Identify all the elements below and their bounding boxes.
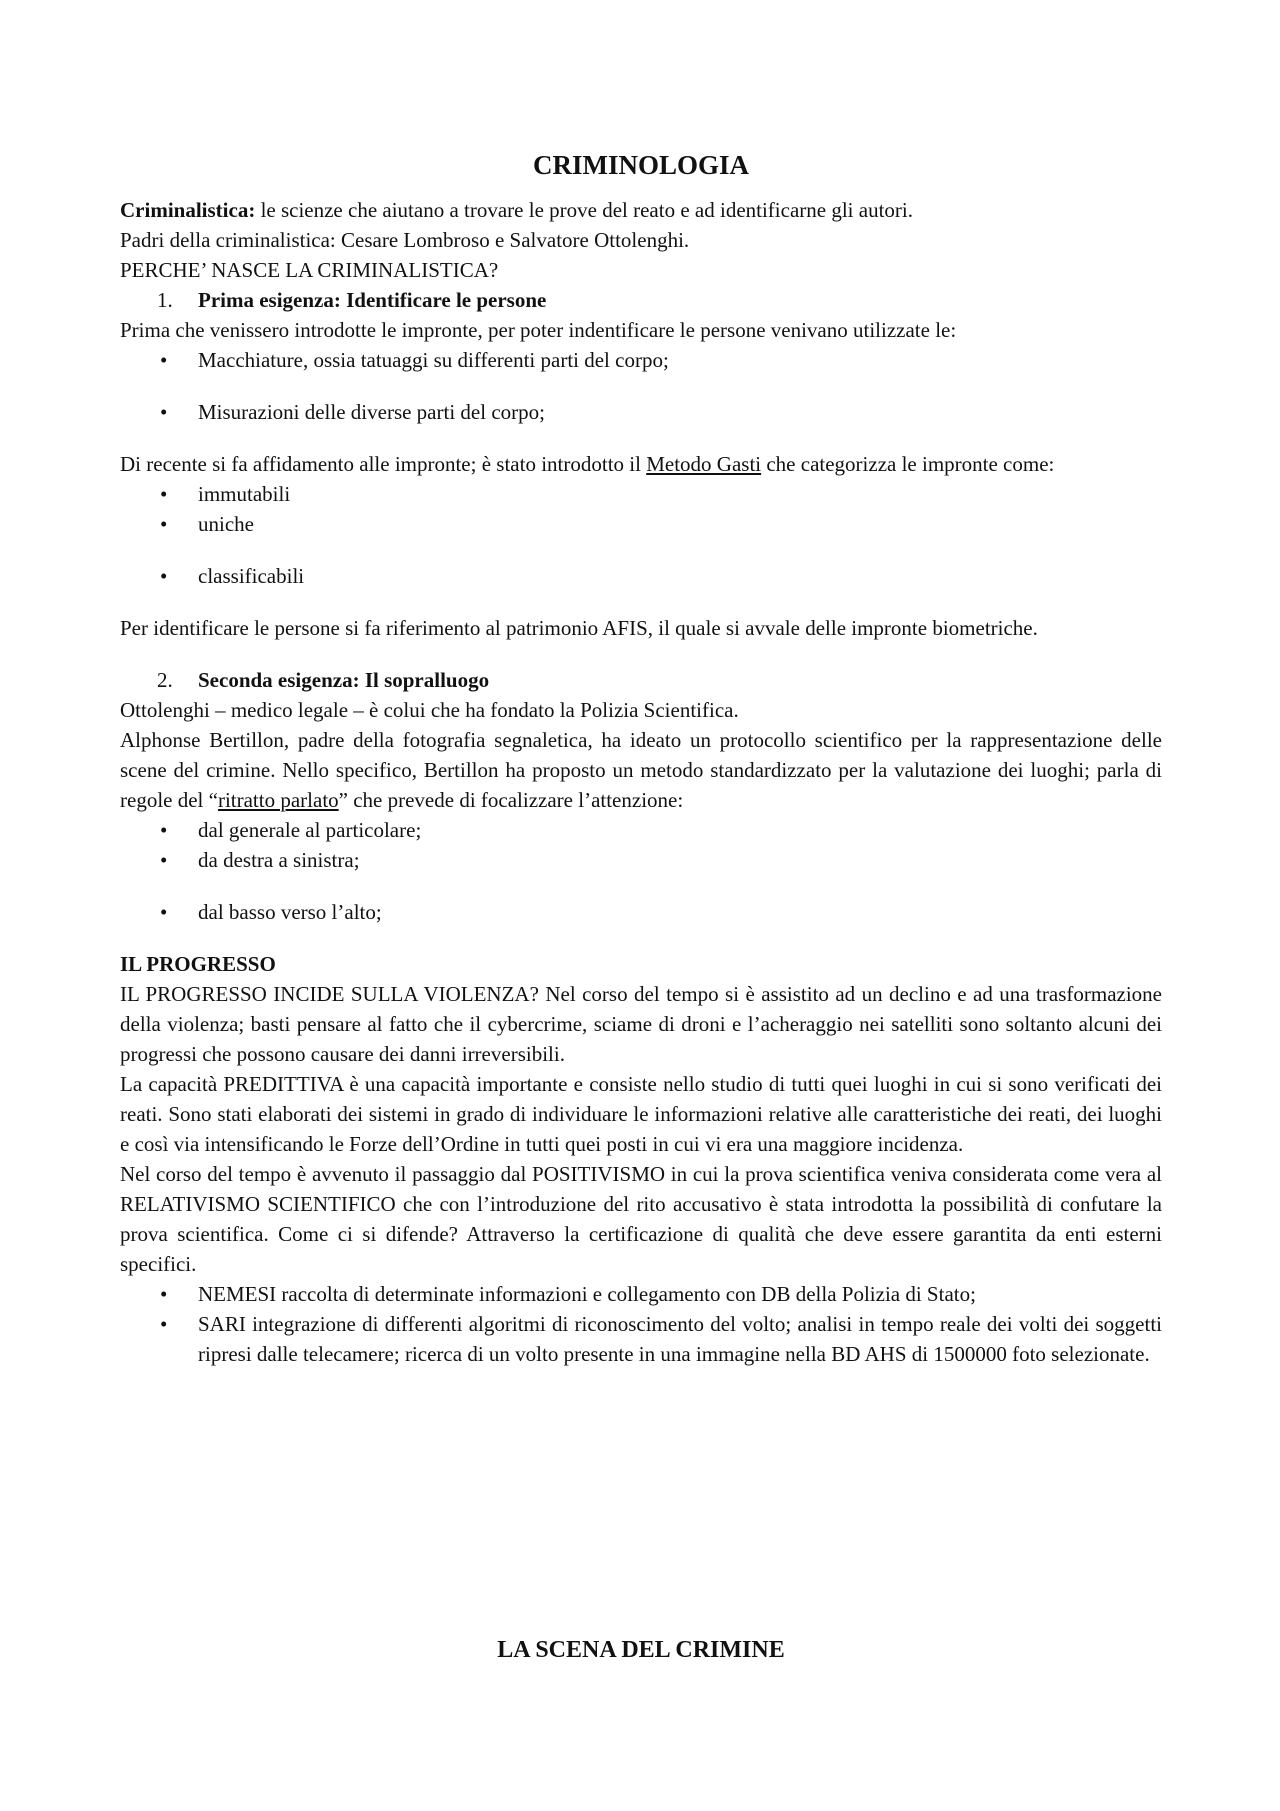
section2-heading (120, 665, 1162, 695)
intro-definition (120, 195, 1162, 225)
section1-number: 1. (157, 288, 173, 312)
list-item: • uniche (120, 509, 1162, 539)
progress-paragraph-1: IL PROGRESSO INCIDE SULLA VIOLENZA? Nel corso del tempo si è assistito ad un declino e ad una trasformazione della violenza; basti pensare al fatto che il cybercrime, sciame di droni e l’acheraggio nei satelliti sono soltanto alcuni dei progressi che possono causare dei danni irreversibili. (120, 982, 1162, 1066)
metodo-gasti-link[interactable]: Metodo Gasti (646, 452, 762, 476)
list-item: • SARI integrazione di differenti algoritmi di riconoscimento del volto; analisi in tempo reale dei volti dei soggetti ripresi dalle telecamere; ricerca di un volto presente in una immagine nella BD AHS di 1500000 foto selezionate. (120, 1309, 1162, 1369)
gasti-text-after: che categorizza le impronte come: (761, 452, 1055, 476)
ritratto-parlato-link[interactable]: ritratto parlato (217, 788, 339, 812)
ottolenghi-paragraph: Ottolenghi – medico legale – è colui che ha fondato la Polizia Scientifica. (120, 698, 739, 722)
list-item: • Macchiature, ossia tatuaggi su differenti parti del corpo; (120, 345, 1162, 375)
progress-paragraph-3: Nel corso del tempo è avvenuto il passaggio dal POSITIVISMO in cui la prova scientifica veniva considerata come vera al RELATIVISMO SCIENTIFICO che con l’introduzione del rito accusativo è stata introdotta la possibilità di confutare la prova scientifica. Come ci si difende? Attraverso la certificazione di qualità che deve essere garantita da enti esterni specifici. (120, 1162, 1162, 1276)
gasti-paragraph (120, 449, 1162, 479)
section1-heading-list (120, 285, 1162, 315)
bertillon-text-after: ” che prevede di focalizzare l’attenzione: (338, 788, 684, 812)
page-title: CRIMINOLOGIA (532, 150, 749, 180)
list-item: • dal generale al particolare; (120, 815, 1162, 845)
section1-heading (120, 285, 1162, 315)
intro-fathers: Padri della criminalistica: Cesare Lombroso e Salvatore Ottolenghi. (120, 228, 690, 252)
list-item: • da destra a sinistra; (120, 845, 1162, 875)
section2-heading-text: Seconda esigenza: Il sopralluogo (198, 668, 490, 692)
intro-term: Criminalistica: (120, 198, 256, 222)
intro-definition-text: le scienze che aiutano a trovare le prove del reato e ad identificarne gli autori. (255, 198, 913, 222)
list-item: • NEMESI raccolta di determinate informazioni e collegamento con DB della Polizia di Stato; (120, 1279, 1162, 1309)
bertillon-text-before: Alphonse Bertillon, padre della fotografia segnaletica, ha ideato un protocollo scientifico per la rappresentazione delle scene del crimine. Nello specifico, Bertillon ha proposto un metodo standardizzato per la valutazione dei luoghi; parla di regole del “ (120, 728, 1162, 812)
section1-lead: Prima che venissero introdotte le impronte, per poter indentificare le persone venivano utilizzate le: (120, 318, 957, 342)
section2-number: 2. (157, 668, 173, 692)
identification-methods-list (120, 345, 1162, 427)
progress-paragraph-2: La capacità PREDITTIVA è una capacità importante e consiste nello studio di tutti quei luoghi in cui si sono verificati dei reati. Sono stati elaborati dei sistemi in grado di individuare le informazioni relative alle caratteristiche dei reati, dei luoghi e così via intensificando le Forze dell’Ordine in tutti quei posti in cui vi era una maggiore incidenza. (120, 1072, 1162, 1156)
section1-heading-text: Prima esigenza: Identificare le persone (198, 288, 547, 312)
intro-question: PERCHE’ NASCE LA CRIMINALISTICA? (120, 258, 499, 282)
list-item: • classificabili (120, 561, 1162, 591)
fingerprint-traits-list (120, 479, 1162, 591)
list-item: • Misurazioni delle diverse parti del corpo; (120, 397, 1162, 427)
bertillon-paragraph (120, 725, 1162, 815)
progress-heading: IL PROGRESSO (120, 952, 276, 976)
gasti-text-before: Di recente si fa affidamento alle impronte; è stato introdotto il (120, 452, 647, 476)
document-page (120, 145, 1162, 1369)
list-item: • dal basso verso l’alto; (120, 897, 1162, 927)
list-item: • immutabili (120, 479, 1162, 509)
next-section-title: LA SCENA DEL CRIMINE (497, 1637, 785, 1663)
section2-heading-list (120, 665, 1162, 695)
afis-paragraph: Per identificare le persone si fa riferimento al patrimonio AFIS, il quale si avvale delle impronte biometriche. (120, 616, 1038, 640)
systems-list (120, 1279, 1162, 1369)
attention-rules-list (120, 815, 1162, 927)
